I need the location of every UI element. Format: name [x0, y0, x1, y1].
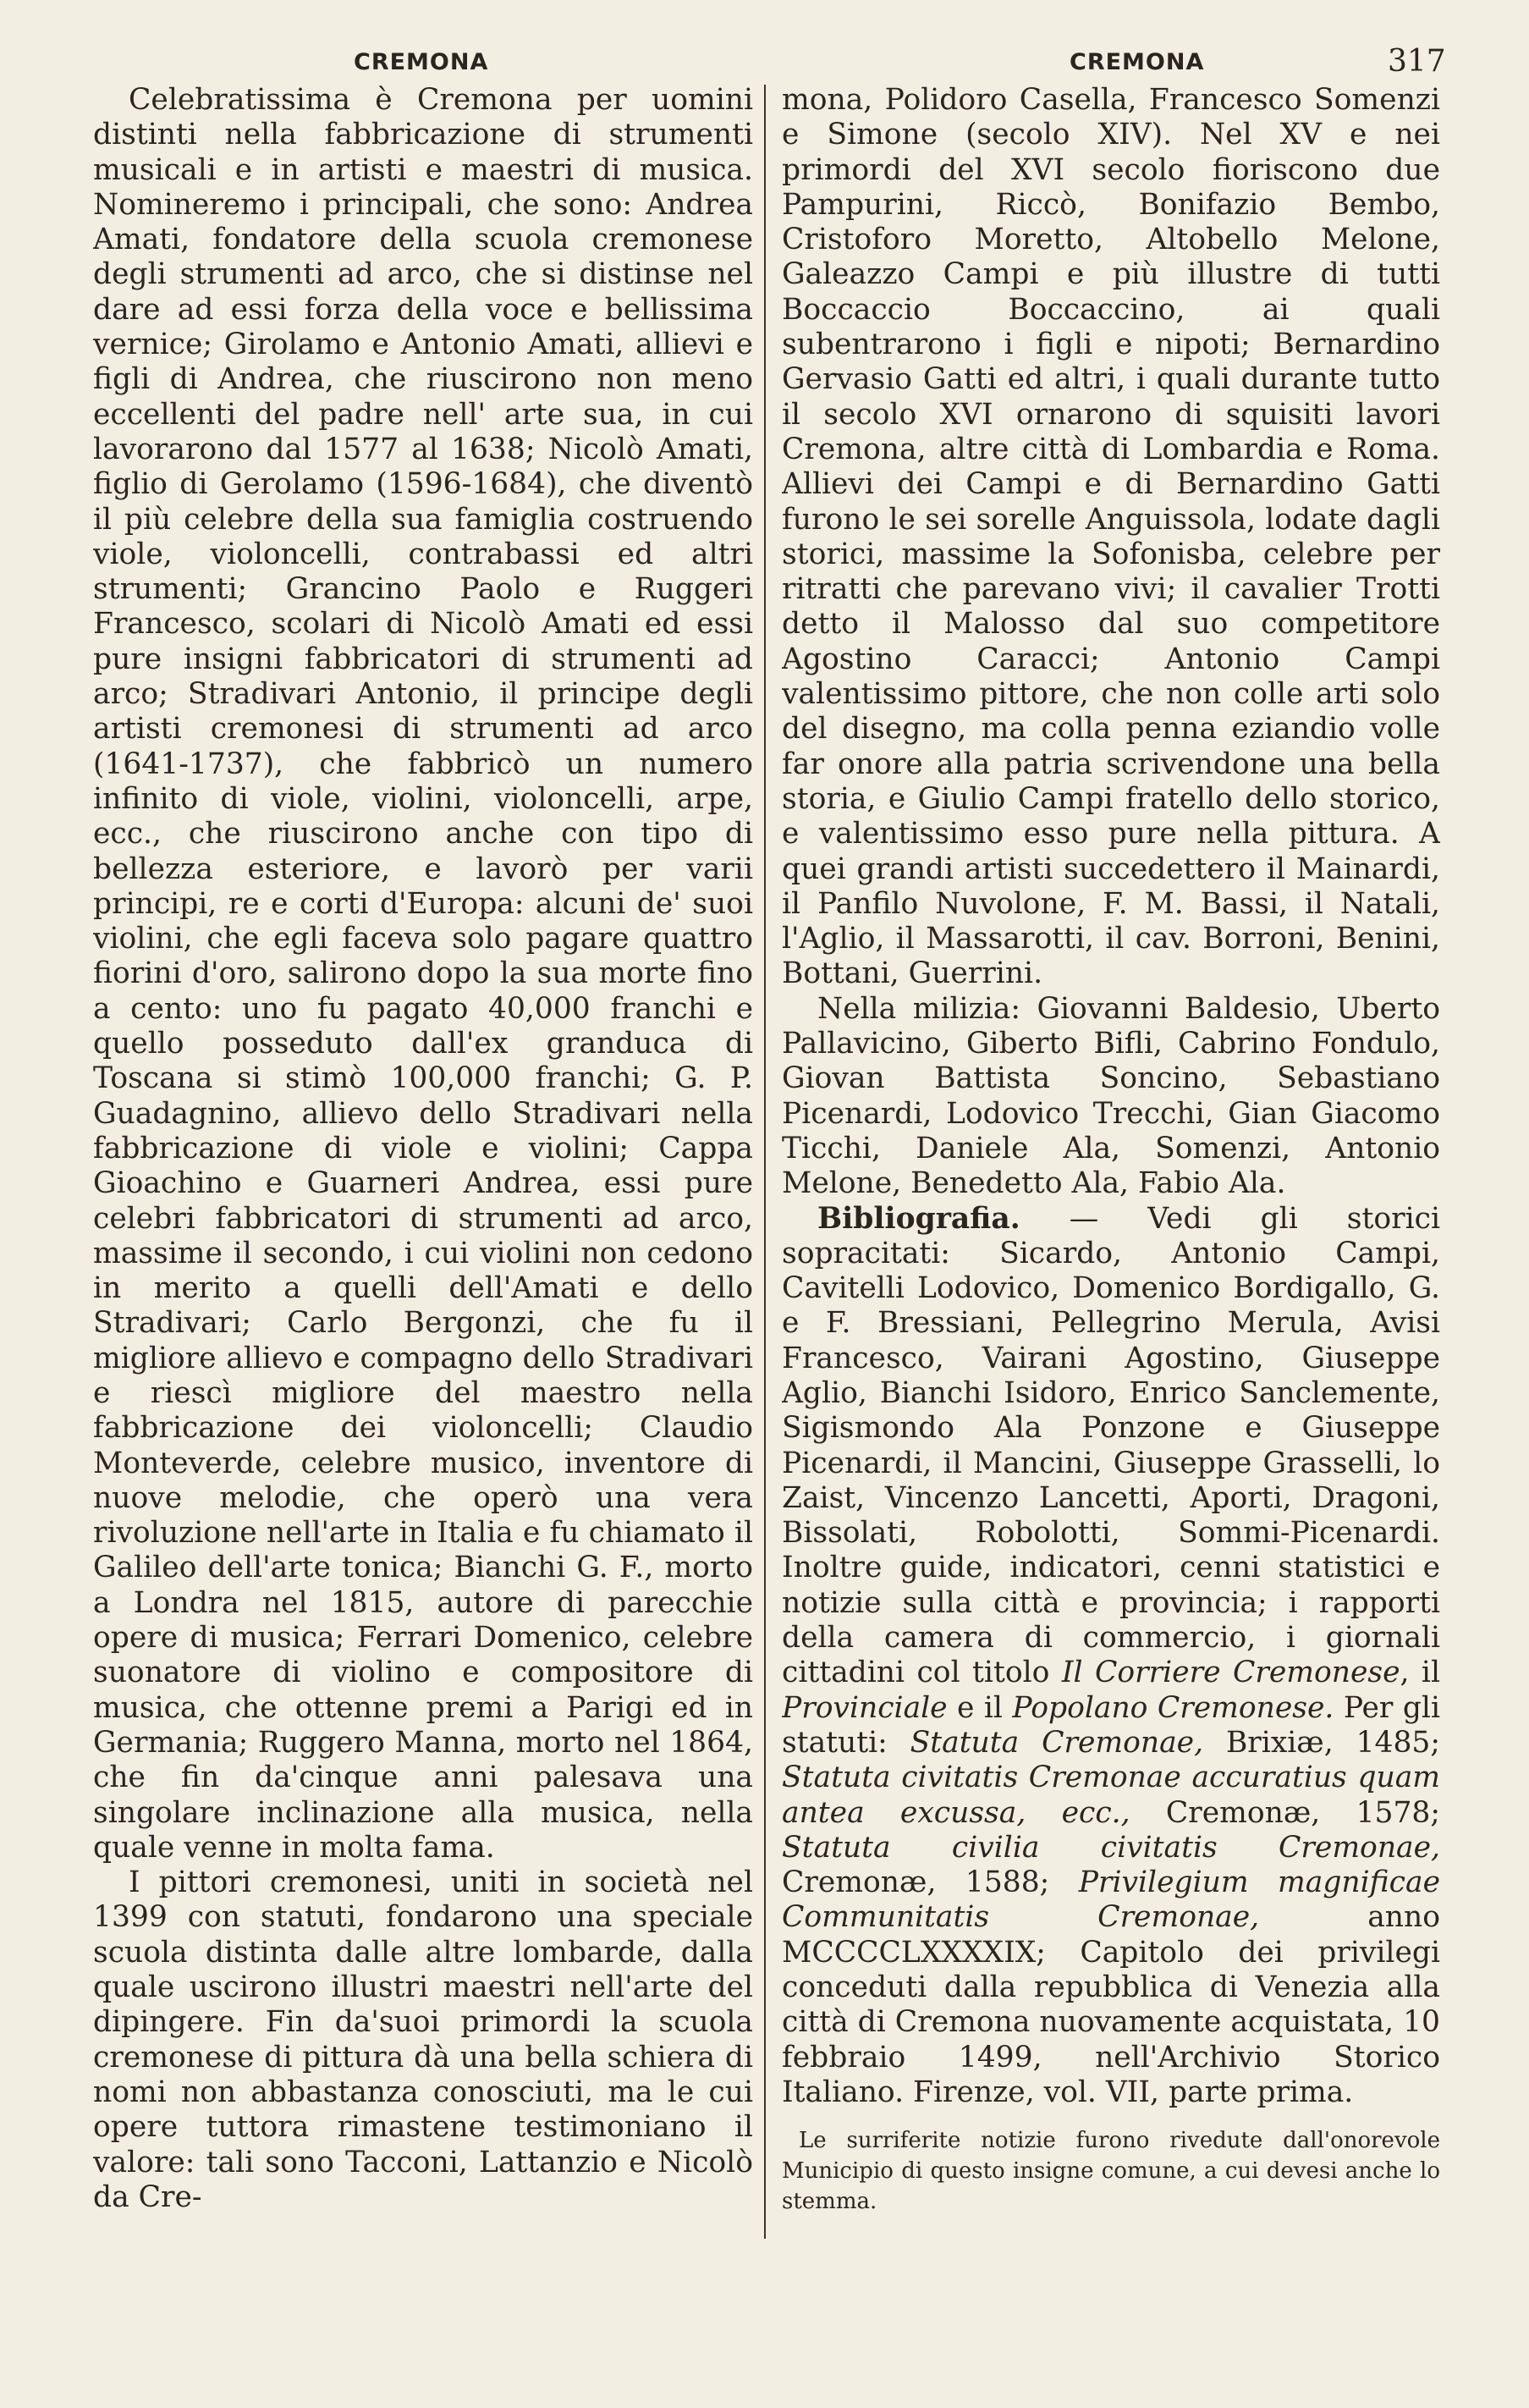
- bibliography-title: Statuta civilia civitatis Cremonae,: [782, 1830, 1440, 1865]
- paragraph-bibliography: [782, 1202, 1440, 2111]
- bibliography-label: Bibliografia.: [817, 1201, 1020, 1236]
- page-number: 317: [1388, 44, 1446, 79]
- bibliography-text: — Vedi gli storici sopracitati: Sicardo, Antonio Campi, Cavitelli Lodovico, Domenico Bordigallo, G. e F. Bressiani, Pellegrino Merula, Avisi Francesco, Vairani Agostino, Giuseppe Aglio, Bianchi Isidoro, Enrico Sanclemente, Sigismondo Ala Ponzone e Giuseppe Picenardi, il Mancini, Giuseppe Grasselli, lo Zaist, Vincenzo Lancetti, Aporti, Dragoni, Bissolati, Robolotti, Sommi-Picenardi. Inoltre guide, indicatori, cenni statistici e notizie sulla città e provincia; i rapporti della camera di commercio, i giornali cittadini col titolo: [782, 1201, 1440, 1690]
- left-column: [93, 83, 753, 2233]
- right-column: [782, 83, 1440, 2233]
- bibliography-title: Il Corriere Cremonese: [1061, 1656, 1400, 1690]
- bibliography-text: Brixiæ, 1485;: [1203, 1725, 1440, 1760]
- bibliography-title: Statuta Cremonae,: [910, 1725, 1204, 1760]
- bibliography-text: , il: [1400, 1656, 1440, 1690]
- column-divider: [764, 85, 766, 2239]
- running-head-left: CREMONA: [354, 49, 489, 75]
- paragraph-musicians: Celebratissima è Cremona per uomini distinti nella fabbricazione di strumenti musicali e in artisti e maestri di musica. Nomineremo i principali, che sono: Andrea Amati, fondatore della scuola cremonese degli strumenti ad arco, che si distinse nel dare ad essi forza della voce e bellissima vernice; Girolamo e Antonio Amati, allievi e figli di Andrea, che riuscirono non meno eccellenti del padre nell' arte sua, in cui lavorarono dal 1577 al 1638; Nicolò Amati, figlio di Gerolamo (1596-1684), che diventò il più celebre della sua famiglia costruendo viole, violoncelli, contrabassi ed altri strumenti; Grancino Paolo e Ruggeri Francesco, scolari di Nicolò Amati ed essi pure insigni fabbricatori di strumenti ad arco; Stradivari Antonio, il principe degli artisti cremonesi di strumenti ad arco (1641-1737), che fabbricò un numero infinito di viole, violini, violoncelli, arpe, ecc., che riuscirono anche con tipo di bellezza esteriore, e lavorò per varii principi, re e corti d'Europa: alcuni de' suoi violini, che egli faceva solo pagare quattro fiorini d'oro, salirono dopo la sua morte fino a cento: uno fu pagato 40,000 franchi e quello posseduto dall'ex granduca di Toscana si stimò 100,000 franchi; G. P. Guadagnino, allievo dello Stradivari nella fabbricazione di viole e violini; Cappa Gioachino e Guarneri Andrea, essi pure celebri fabbricatori di strumenti ad arco, massime il secondo, i cui violini non cedono in merito a quelli dell'Amati e dello Stradivari; Carlo Bergonzi, che fu il migliore allievo e compagno dello Stradivari e riescì migliore del maestro nella fabbricazione dei violoncelli; Claudio Monteverde, celebre musico, inventore di nuove melodie, che operò una vera rivoluzione nell'arte in Italia e fu chiamato il Galileo dell'arte tonica; Bianchi G. F., morto a Londra nel 1815, autore di parecchie opere di musica; Ferrari Domenico, celebre suonatore di violino e compositore di musica, che ottenne premi a Parigi ed in Germania; Ruggero Manna, morto nel 1864, che fin da'cinque anni palesava una singolare inclinazione alla musica, nella quale venne in molta fama.: [93, 83, 753, 1865]
- bibliography-text: e il: [947, 1690, 1013, 1725]
- bibliography-title: Privilegium magnificae Communitatis Cremonae,: [782, 1865, 1440, 1935]
- paragraph-military: Nella milizia: Giovanni Baldesio, Uberto Pallavicino, Giberto Bifli, Cabrino Fondulo, Giovan Battista Soncino, Sebastiano Picenardi, Lodovico Trecchi, Gian Giacomo Ticchi, Daniele Ala, Somenzi, Antonio Melone, Benedetto Ala, Fabio Ala.: [782, 991, 1440, 1201]
- paragraph-painters: I pittori cremonesi, uniti in società nel 1399 con statuti, fondarono una speciale scuola distinta dalle altre lombarde, dalla quale uscirono illustri maestri nell'arte del dipingere. Fin da'suoi primordi la scuola cremonese di pittura dà una bella schiera di nomi non abbastanza conosciuti, ma le cui opere tuttora rimastene testimoniano il valore: tali sono Tacconi, Lattanzio e Nicolò da Cre-: [93, 1865, 753, 2214]
- bibliography-title: Provinciale: [782, 1690, 948, 1725]
- paragraph-painters-continued: mona, Polidoro Casella, Francesco Somenzi e Simone (secolo XIV). Nel XV e nei primordi del XVI secolo fioriscono due Pampurini, Riccò, Bonifazio Bembo, Cristoforo Moretto, Altobello Melone, Galeazzo Campi e più illustre di tutti Boccaccio Boccaccino, ai quali subentrarono i figli e nipoti; Bernardino Gervasio Gatti ed altri, i quali durante tutto il secolo XVI ornarono di squisiti lavori Cremona, altre città di Lombardia e Roma. Allievi dei Campi e di Bernardino Gatti furono le sei sorelle Anguissola, lodate dagli storici, massime la Sofonisba, celebre per ritratti che parevano vivi; il cavalier Trotti detto il Malosso dal suo competitore Agostino Caracci; Antonio Campi valentissimo pittore, che non colle arti solo del disegno, ma colla penna eziandio volle far onore alla patria scrivendone una bella storia, e Giulio Campi fratello dello storico, e valentissimo esso pure nella pittura. A quei grandi artisti succedettero il Mainardi, il Panfilo Nuvolone, F. M. Bassi, il Natali, l'Aglio, il Massarotti, il cav. Borroni, Benini, Bottani, Guerrini.: [782, 83, 1440, 991]
- bibliography-text: Cremonæ, 1578;: [1130, 1795, 1440, 1830]
- running-head-right: CREMONA: [1070, 49, 1205, 75]
- bibliography-title: Popolano Cremonese.: [1012, 1690, 1334, 1725]
- bibliography-text: anno MCCCCLXXXXIX; Capitolo dei privilegi conceduti dalla repubblica di Venezia alla città di Cremona nuovamente acquistata, 10 febbraio 1499, nell'Archivio Storico Italiano. Firenze, vol. VII, parte prima.: [782, 1900, 1440, 2109]
- bibliography-title: Statuta civitatis Cremonae accuratius quam antea excussa, ecc.,: [782, 1761, 1440, 1830]
- footnote: Le surriferite notizie furono rivedute dall'onorevole Municipio di questo insigne comune, a cui devesi anche lo stemma.: [782, 2128, 1440, 2215]
- bibliography-text: Per gli statuti:: [782, 1690, 1440, 1760]
- bibliography-text: Cremonæ, 1588;: [782, 1865, 1079, 1900]
